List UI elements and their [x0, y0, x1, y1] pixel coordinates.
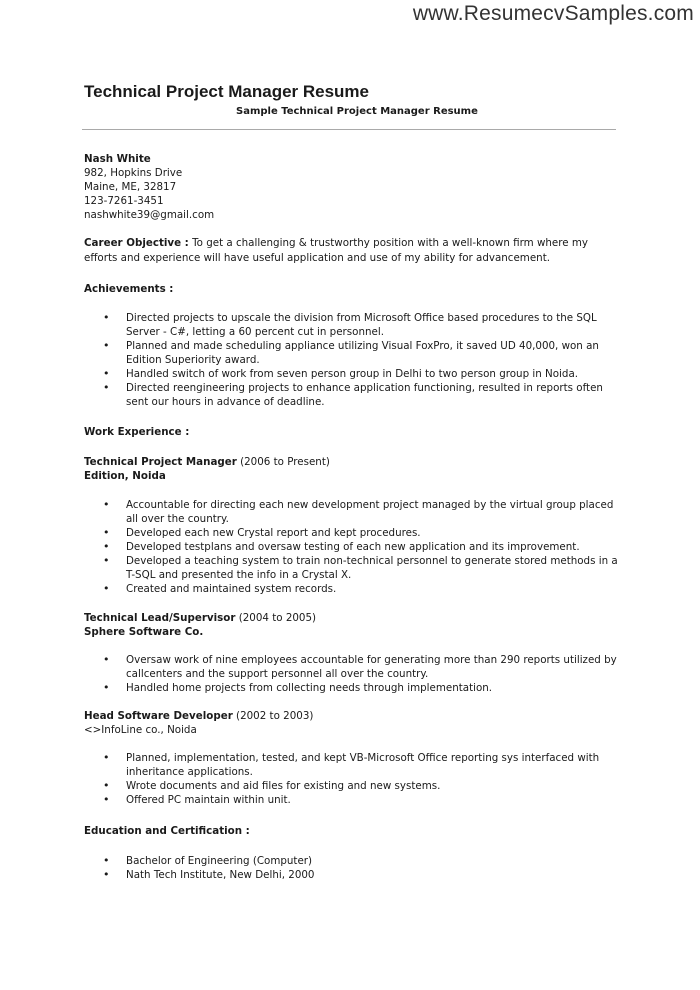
objective-label: Career Objective :	[84, 237, 189, 249]
page-subtitle: Sample Technical Project Manager Resume	[236, 106, 478, 117]
achievements-heading: Achievements :	[84, 283, 174, 295]
job-1-company: Edition, Noida	[84, 470, 166, 482]
career-objective	[84, 236, 618, 265]
list-item: • Wrote documents and aid files for existing and new systems.	[84, 779, 618, 793]
objective-text: To get a challenging & trustworthy position with a well-known firm where my efforts and experience will have useful application and use of my ability for advancement.	[84, 237, 588, 264]
list-item: • Nath Tech Institute, New Delhi, 2000	[84, 868, 618, 882]
job-3-title: Head Software Developer	[84, 710, 233, 722]
job-1-header	[84, 455, 618, 469]
list-item: • Directed projects to upscale the division from Microsoft Office based procedures to the SQL Server - C#, letting a 60 percent cut in personnel.	[84, 311, 618, 339]
list-item: • Handled switch of work from seven person group in Delhi to two person group in Noida.	[84, 367, 618, 381]
list-item: • Developed a teaching system to train non-technical personnel to generate stored methods in a T-SQL and presented the info in a Crystal X.	[84, 554, 618, 582]
list-item: • Planned and made scheduling appliance utilizing Visual FoxPro, it saved UD 40,000, won an Edition Superiority award.	[84, 339, 618, 367]
list-item: • Planned, implementation, tested, and kept VB-Microsoft Office reporting sys interfaced with inheritance applications.	[84, 751, 618, 779]
education-heading: Education and Certification :	[84, 825, 250, 837]
list-item: • Bachelor of Engineering (Computer)	[84, 854, 618, 868]
contact-address: 982, Hopkins Drive	[84, 167, 183, 179]
work-experience-heading: Work Experience :	[84, 426, 190, 438]
contact-name: Nash White	[84, 153, 151, 165]
job-2-period: (2004 to 2005)	[235, 612, 317, 624]
achievements-list	[84, 311, 618, 409]
site-watermark: www.ResumecvSamples.com	[412, 2, 694, 25]
job-1-title: Technical Project Manager	[84, 456, 237, 468]
job-2-duties	[84, 653, 618, 695]
list-item: • Offered PC maintain within unit.	[84, 793, 618, 807]
list-item: • Created and maintained system records.	[84, 582, 618, 596]
job-3-duties	[84, 751, 618, 807]
list-item: • Accountable for directing each new development project managed by the virtual group placed all over the country.	[84, 498, 618, 526]
title-divider	[82, 129, 616, 130]
job-1-duties	[84, 498, 618, 596]
list-item: • Directed reengineering projects to enhance application functioning, resulted in reports often sent our hours in advance of deadline.	[84, 381, 618, 409]
job-2-company: Sphere Software Co.	[84, 626, 204, 638]
job-2-title: Technical Lead/Supervisor	[84, 612, 236, 624]
resume-page	[84, 82, 618, 882]
list-item: • Developed testplans and oversaw testing of each new application and its improvement.	[84, 540, 618, 554]
contact-phone: 123-7261-3451	[84, 195, 164, 207]
job-3-company: <>InfoLine co., Noida	[84, 724, 197, 736]
contact-city: Maine, ME, 32817	[84, 181, 177, 193]
job-1-period: (2006 to Present)	[236, 456, 330, 468]
list-item: • Handled home projects from collecting needs through implementation.	[84, 681, 618, 695]
contact-block	[84, 152, 618, 222]
page-title: Technical Project Manager Resume	[84, 82, 370, 101]
job-3-header	[84, 709, 618, 723]
contact-email: nashwhite39@gmail.com	[84, 209, 215, 221]
education-list	[84, 854, 618, 882]
list-item: • Oversaw work of nine employees accountable for generating more than 290 reports utilized by callcenters and the support personnel all over the country.	[84, 653, 618, 681]
job-3-period: (2002 to 2003)	[232, 710, 314, 722]
list-item: • Developed each new Crystal report and kept procedures.	[84, 526, 618, 540]
job-2-header	[84, 611, 618, 625]
